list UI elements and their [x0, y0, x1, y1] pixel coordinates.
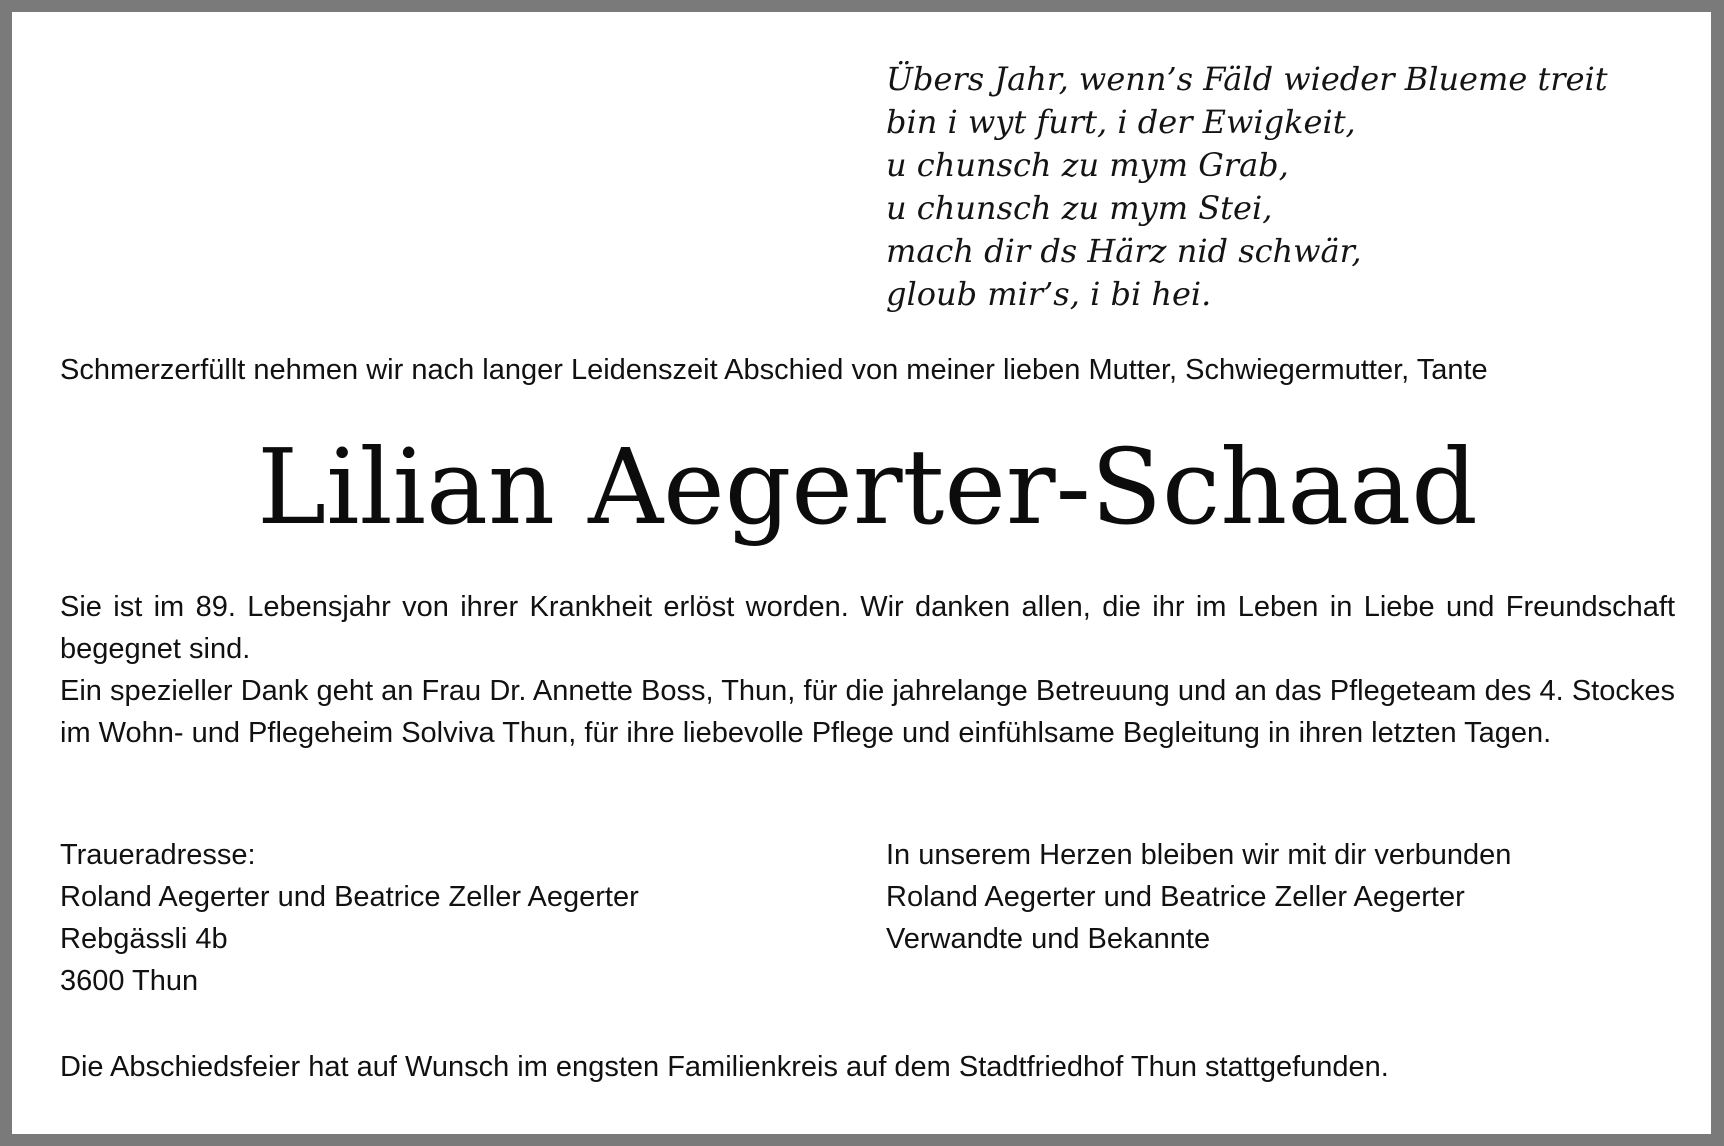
mourners-block — [886, 834, 1511, 960]
poem — [886, 58, 1608, 316]
poem-line: gloub mir’s, i bi hei. — [886, 275, 1212, 313]
poem-line: u chunsch zu mym Grab, — [886, 146, 1289, 184]
footer-text: Die Abschiedsfeier hat auf Wunsch im engsten Familienkreis auf dem Stadtfriedhof Thun stattgefunden. — [60, 1051, 1389, 1083]
mourners-line: In unserem Herzen bleiben wir mit dir verbunden — [886, 839, 1512, 871]
body-paragraph: Sie ist im 89. Lebensjahr von ihrer Krankheit erlöst worden. Wir danken allen, die ihr im Leben in Liebe und Freundschaft begegnet sind. — [60, 591, 1675, 665]
intro-text: Schmerzerfüllt nehmen wir nach langer Leidenszeit Abschied von meiner lieben Mutter, Schwiegermutter, Tante — [60, 354, 1488, 386]
body-paragraph: Ein spezieller Dank geht an Frau Dr. Annette Boss, Thun, für die jahrelange Betreuung und an das Pflegeteam des 4. Stockes im Wohn- und Pflegeheim Solviva Thun, für ihre liebevolle Pflege und einfühlsame Begleitung in ihren letzten Tagen. — [60, 675, 1675, 749]
mourners-line: Verwandte und Bekannte — [886, 923, 1211, 955]
address-city: 3600 Thun — [60, 965, 199, 997]
poem-line: u chunsch zu mym Stei, — [886, 189, 1273, 227]
obituary-notice — [12, 12, 1711, 1134]
body-text — [60, 586, 1675, 754]
mourning-address — [60, 834, 639, 1002]
address-street: Rebgässli 4b — [60, 923, 228, 955]
poem-line: bin i wyt furt, i der Ewigkeit, — [886, 103, 1356, 141]
address-label: Traueradresse: — [60, 839, 256, 871]
poem-line: Übers Jahr, wenn’s Fäld wieder Blueme treit — [886, 60, 1608, 98]
mourners-line: Roland Aegerter und Beatrice Zeller Aegerter — [886, 881, 1465, 913]
poem-line: mach dir ds Härz nid schwär, — [886, 232, 1362, 270]
address-names: Roland Aegerter und Beatrice Zeller Aegerter — [60, 881, 639, 913]
deceased-name: Lilian Aegerter-Schaad — [257, 426, 1478, 548]
